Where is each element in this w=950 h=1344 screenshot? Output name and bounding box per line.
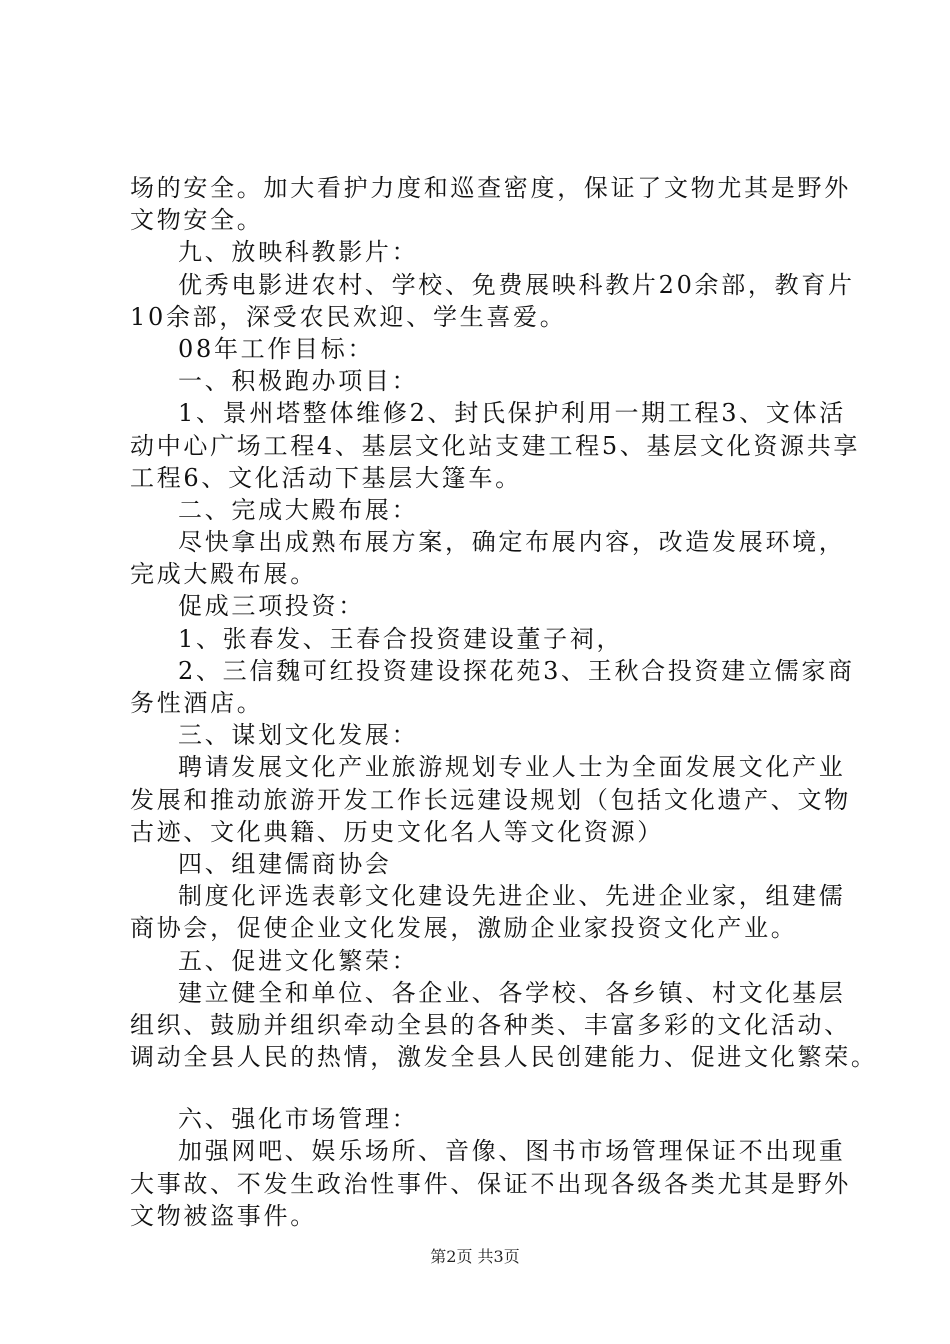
text-line: 工程6、文化活动下基层大篷车。 <box>130 463 522 492</box>
section-heading: 六、强化市场管理： <box>178 1105 419 1134</box>
text-line: 场的安全。加大看护力度和巡查密度，保证了文物尤其是野外 <box>130 174 851 202</box>
text-line: 组织、鼓励并组织牵动全县的各种类、丰富多彩的文化活动、 <box>130 1010 851 1039</box>
page-footer <box>0 1244 950 1267</box>
text-line: 聘请发展文化产业旅游规划专业人士为全面发展文化产业 <box>178 753 846 782</box>
text-line: 加强网吧、娱乐场所、音像、图书市场管理保证不出现重 <box>178 1137 846 1166</box>
text-line: 1、景州塔整体维修2、封氏保护利用一期工程3、文体活 <box>178 399 847 428</box>
text-line: 文物被盗事件。 <box>130 1201 317 1230</box>
text-line: 调动全县人民的热情，激发全县人民创建能力、促进文化繁荣。 <box>130 1043 878 1072</box>
paragraph-gap <box>130 1073 855 1103</box>
section-heading: 三、谋划文化发展： <box>178 721 419 750</box>
text-line: 动中心广场工程4、基层文化站支建工程5、基层文化资源共享 <box>130 431 861 460</box>
section-heading: 08年工作目标： <box>178 334 375 363</box>
page-number: 第2页 共3页 <box>430 1247 520 1266</box>
text-line: 建立健全和单位、各企业、各学校、各乡镇、村文化基层 <box>178 978 846 1007</box>
text-line: 大事故、不发生政治性事件、保证不出现各级各类尤其是野外 <box>130 1169 851 1198</box>
section-heading: 一、积极跑办项目： <box>178 367 419 396</box>
text-line: 文物安全。 <box>130 206 264 235</box>
text-line: 完成大殿布展。 <box>130 560 317 589</box>
text-line: 优秀电影进农村、学校、免费展映科教片20余部，教育片 <box>178 270 855 299</box>
text-line: 1、张春发、王春合投资建设董子祠， <box>178 624 624 653</box>
text-line: 制度化评选表彰文化建设先进企业、先进企业家，组建儒 <box>178 882 846 911</box>
text-line: 发展和推动旅游开发工作长远建设规划（包括文化遗产、文物 <box>130 785 851 814</box>
section-heading: 九、放映科教影片： <box>178 238 419 267</box>
text-line: 尽快拿出成熟布展方案，确定布展内容，改造发展环境， <box>178 528 846 557</box>
section-heading: 四、组建儒商协会 <box>178 849 392 878</box>
text-line: 古迹、文化典籍、历史文化名人等文化资源） <box>130 817 664 846</box>
text-line: 商协会，促使企业文化发展，激励企业家投资文化产业。 <box>130 914 798 943</box>
section-heading: 促成三项投资： <box>178 592 365 621</box>
text-line: 2、三信魏可红投资建设探花苑3、王秋合投资建立儒家商 <box>178 656 855 685</box>
text-line: 务性酒店。 <box>130 689 264 717</box>
document-body <box>130 172 878 1232</box>
section-heading: 五、促进文化繁荣： <box>178 946 419 975</box>
text-line: 10余部，深受农民欢迎、学生喜爱。 <box>130 302 567 331</box>
section-heading: 二、完成大殿布展： <box>178 495 419 524</box>
